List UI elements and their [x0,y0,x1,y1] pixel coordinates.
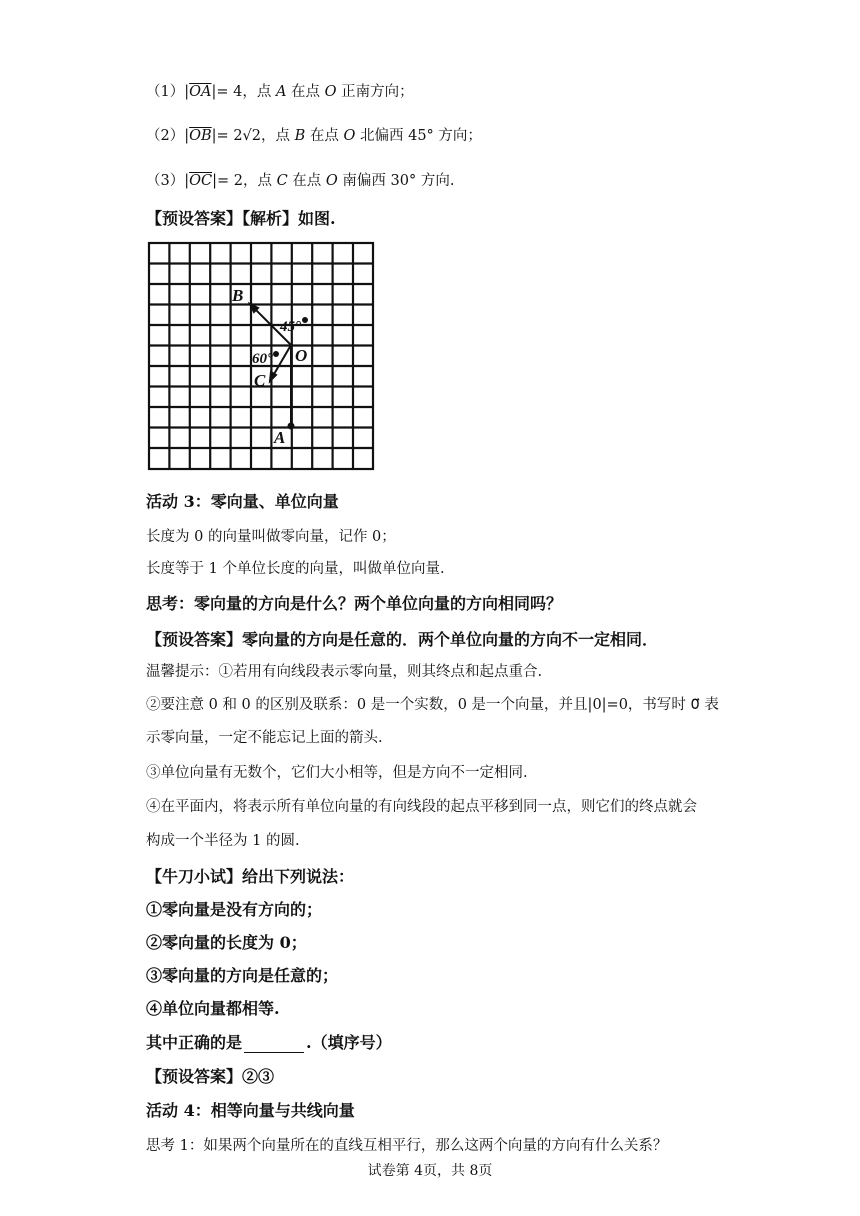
point-o-label: O [324,84,337,100]
item-3-number: （3）| [146,173,190,189]
vector-oc: $\overline{OC}$ [189,173,213,189]
point-b-label: B [294,128,306,144]
item-3-text-b: 在点 [287,173,326,189]
activity-4-title: 活动 4：相等向量与共线向量 [146,1101,355,1120]
item-1-text-a: |= 4，点 [211,84,276,100]
arrow-c [270,372,276,381]
vector-oa: $\overline{OA}$ [189,84,212,100]
activity-3-think: 思考：零向量的方向是什么？两个单位向量的方向相同吗？ [146,594,563,613]
question-text-a: 其中正确的是 [146,1033,243,1052]
item-1-text-b: 在点 [286,84,325,100]
answer-heading-1: 【预设答案】【解析】如图. [146,209,336,228]
tip-4a: ④在平面内，将表示所有单位向量的有向线段的起点平移到同一点，则它们的终点就会 [146,799,697,815]
tip-2b: 示零向量，一定不能忘记上面的箭头. [146,730,383,746]
angle-60-dot [274,352,278,356]
point-c-label: C [276,173,288,189]
item-2-number: （2）| [146,128,190,144]
page-footer: 试卷第 4页，共 8页 [367,1163,493,1179]
answer-blank[interactable] [244,1036,304,1053]
trial-question [146,1030,392,1053]
point-o-label: O [343,128,356,144]
trial-answer: 【预设答案】②③ [146,1067,275,1086]
item-1-text-c: 正南方向； [336,84,414,100]
tip-2a: ②要注意 0 和 0 的区别及联系：0 是一个实数，0 是一个向量，并且|0|=0，书写时 0⃗ 表 [146,697,719,713]
item-3 [146,169,454,190]
statement-2: ②零向量的长度为 0； [146,933,307,952]
tip-4b: 构成一个半径为 1 的圆. [146,833,300,849]
item-2 [146,124,482,145]
statement-4: ④单位向量都相等. [146,999,280,1018]
question-text-b: .（填序号） [306,1033,392,1052]
point-a-dot [289,424,294,429]
vector-grid-figure [146,240,376,472]
activity-3-title: 活动 3：零向量、单位向量 [146,492,339,511]
figure-angle-60: 60° [252,351,273,367]
statement-1: ①零向量是没有方向的； [146,900,323,919]
trial-title: 【牛刀小试】给出下列说法： [146,867,355,886]
item-2-text-b: 在点 [305,128,344,144]
point-a-label: A [275,84,287,100]
angle-45-dot [303,318,307,322]
tip-1: 温馨提示：①若用有向线段表示零向量，则其终点和起点重合. [146,664,543,680]
tip-3: ③单位向量有无数个，它们大小相等，但是方向不一定相同. [146,765,528,781]
figure-label-o: O [295,346,308,365]
item-1 [146,80,414,101]
figure-angle-45: 45° [280,319,301,335]
vector-ob: $\overline{OB}$ [189,128,212,144]
point-o-label: O [325,173,338,189]
figure-label-c: C [254,371,266,390]
activity-3-p2: 长度等于 1 个单位长度的向量，叫做单位向量. [146,561,445,577]
activity-3-p1: 长度为 0 的向量叫做零向量，记作 0； [146,529,396,545]
item-3-text-c: 南偏西 30° 方向. [337,173,455,189]
activity-4-think-1: 思考 1：如果两个向量所在的直线互相平行，那么这两个向量的方向有什么关系？ [146,1138,668,1154]
item-2-text-c: 北偏西 45° 方向； [355,128,482,144]
item-3-text-a: |= 2，点 [212,173,277,189]
activity-3-answer: 【预设答案】零向量的方向是任意的．两个单位向量的方向不一定相同． [146,630,659,649]
figure-label-b: B [232,286,244,305]
item-2-text-a: |= 2√2，点 [211,128,295,144]
figure-label-a: A [274,428,286,447]
statement-3: ③零向量的方向是任意的； [146,966,339,985]
item-1-number: （1）| [146,84,190,100]
